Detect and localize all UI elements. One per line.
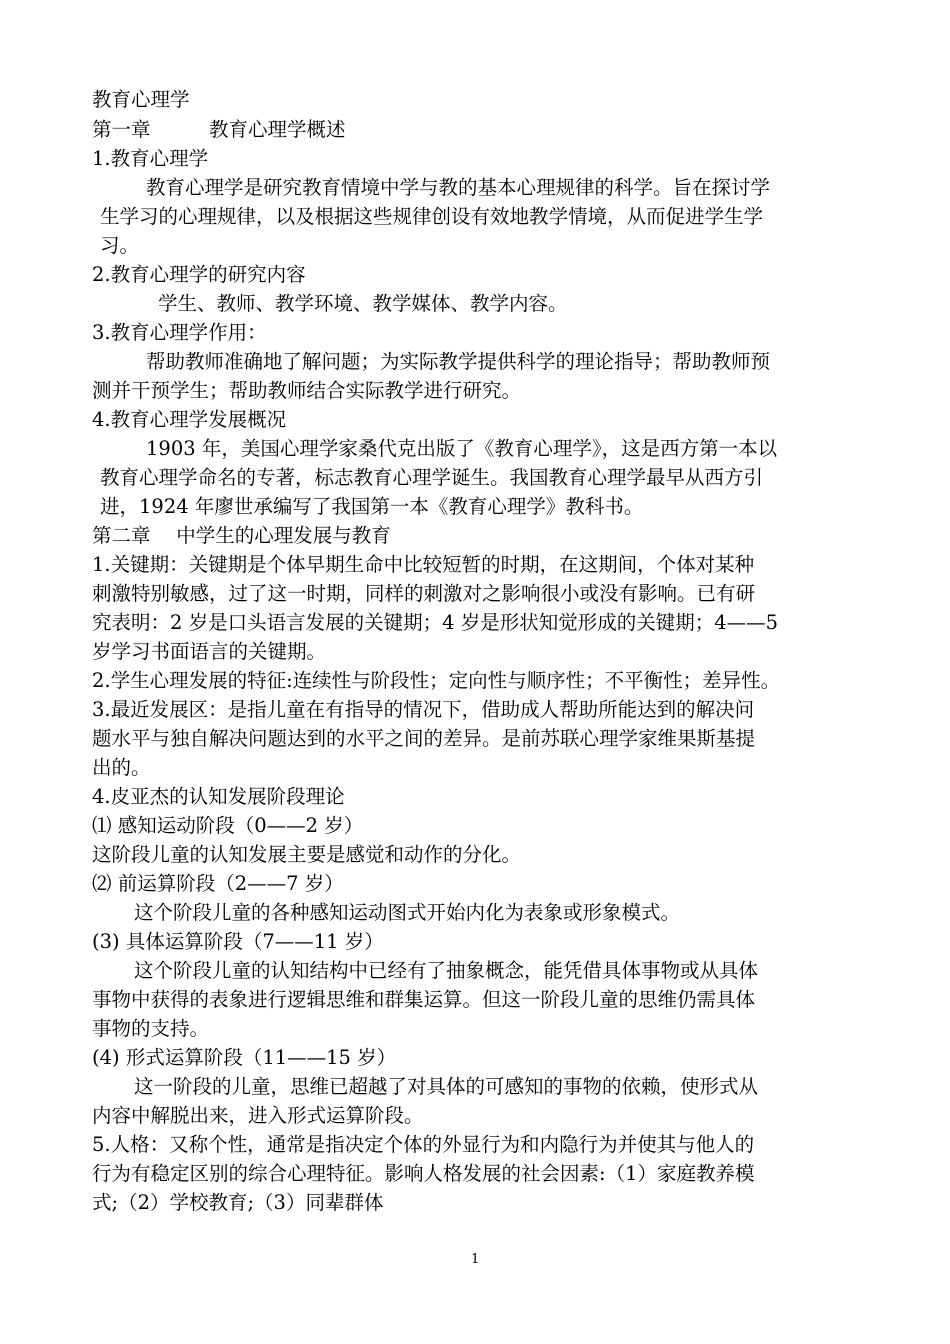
stage-2-line-1: 这个阶段儿童的各种感知运动图式开始内化为表象或形象模式。 — [134, 901, 681, 924]
section-1-line-1: 教育心理学是研究教育情境中学与教的基本心理规律的科学。旨在探讨学 — [146, 176, 771, 199]
section-4-line-2: 教育心理学命名的专著，标志教育心理学诞生。我国教育心理学最早从西方引 — [100, 466, 764, 489]
section-3-line-1: 帮助教师准确地了解问题；为实际教学提供科学的理论指导；帮助教师预 — [146, 350, 771, 373]
section-3-heading: 3.教育心理学作用： — [92, 321, 267, 344]
document-title: 教育心理学 — [92, 88, 190, 111]
c2-item-2-line-1: 2.学生心理发展的特征:连续性与阶段性；定向性与顺序性；不平衡性；差异性。 — [92, 669, 781, 692]
c2-item-3-line-1: 3.最近发展区：是指儿童在有指导的情况下，借助成人帮助所能达到的解决问 — [92, 698, 755, 721]
stage-1-heading: ⑴ 感知运动阶段（0——2 岁） — [92, 814, 364, 837]
c2-item-5-line-1: 5.人格：又称个性，通常是指决定个体的外显行为和内隐行为并使其与他人的 — [92, 1133, 755, 1156]
section-1-line-2: 生学习的心理规律，以及根据这些规律创设有效地教学情境，从而促进学生学 — [100, 205, 764, 228]
section-4-line-1: 1903 年，美国心理学家桑代克出版了《教育心理学》，这是西方第一本以 — [146, 437, 778, 460]
stage-3-heading: (3) 具体运算阶段（7——11 岁） — [92, 930, 384, 953]
page-number: 1 — [471, 1252, 480, 1267]
c2-item-3-line-2: 题水平与独自解决问题达到的水平之间的差异。是前苏联心理学家维果斯基提 — [92, 727, 756, 750]
section-4-heading: 4.教育心理学发展概况 — [92, 408, 287, 431]
section-3-line-2: 测并干预学生；帮助教师结合实际教学进行研究。 — [92, 379, 522, 402]
c2-item-4-heading: 4.皮亚杰的认知发展阶段理论 — [92, 785, 345, 808]
section-1-heading: 1.教育心理学 — [92, 147, 209, 170]
c2-item-1-line-2: 刺激特别敏感，过了这一时期，同样的刺激对之影响很小或没有影响。已有研 — [92, 582, 756, 605]
stage-4-line-2: 内容中解脱出来，进入形式运算阶段。 — [92, 1104, 424, 1127]
section-2-heading: 2.教育心理学的研究内容 — [92, 263, 306, 286]
c2-item-1-line-1: 1.关键期：关键期是个体早期生命中比较短暂的时期，在这期间，个体对某种 — [92, 553, 755, 576]
stage-3-line-2: 事物中获得的表象进行逻辑思维和群集运算。但这一阶段儿童的思维仍需具体 — [92, 988, 756, 1011]
stage-3-line-3: 事物的支持。 — [92, 1017, 210, 1040]
section-2-line-1: 学生、教师、教学环境、教学媒体、教学内容。 — [158, 292, 568, 315]
c2-item-1-line-4: 岁学习书面语言的关键期。 — [92, 640, 327, 663]
c2-item-1-line-3: 究表明：2 岁是口头语言发展的关键期；4 岁是形状知觉形成的关键期；4——5 — [92, 611, 779, 634]
section-1-line-3: 习。 — [100, 234, 140, 257]
stage-3-line-1: 这个阶段儿童的认知结构中已经有了抽象概念，能凭借具体事物或从具体 — [134, 959, 759, 982]
c2-item-5-line-3: 式;（2）学校教育;（3）同辈群体 — [92, 1191, 384, 1214]
chapter-2-title: 第二章 中学生的心理发展与教育 — [92, 524, 391, 547]
stage-1-line-1: 这阶段儿童的认知发展主要是感觉和动作的分化。 — [92, 843, 522, 866]
section-4-line-3: 进，1924 年廖世承编写了我国第一本《教育心理学》教科书。 — [100, 495, 644, 518]
c2-item-5-line-2: 行为有稳定区别的综合心理特征。影响人格发展的社会因素:（1）家庭教养模 — [92, 1162, 755, 1185]
stage-4-heading: (4) 形式运算阶段（11——15 岁） — [92, 1046, 397, 1069]
c2-item-3-line-3: 出的。 — [92, 756, 151, 779]
stage-2-heading: ⑵ 前运算阶段（2——7 岁） — [92, 872, 344, 895]
stage-4-line-1: 这一阶段的儿童，思维已超越了对具体的可感知的事物的依赖，使形式从 — [134, 1075, 759, 1098]
chapter-1-title: 第一章 教育心理学概述 — [92, 118, 346, 141]
